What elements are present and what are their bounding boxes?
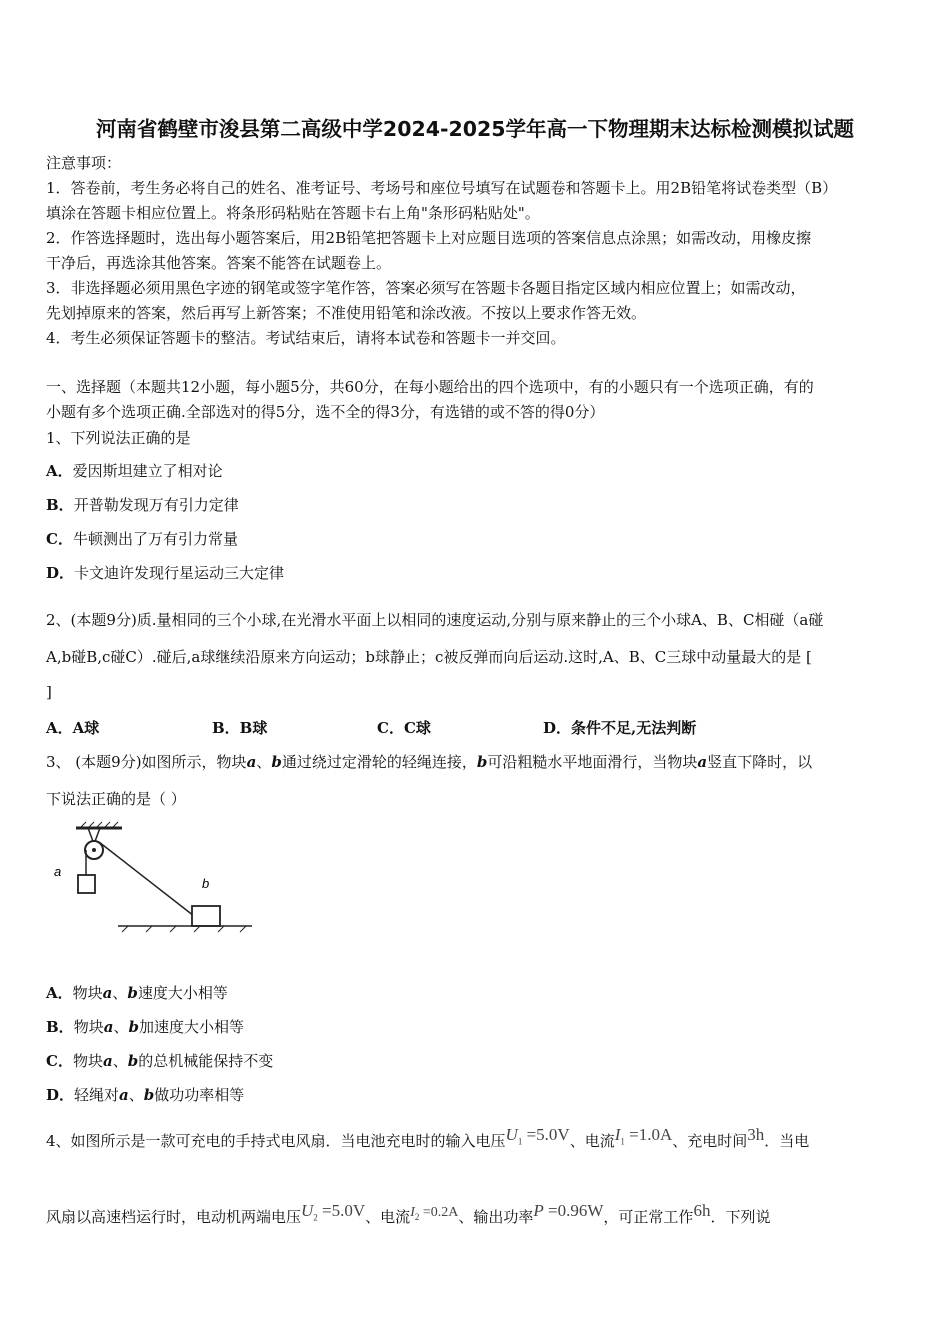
option-key: C．: [46, 1052, 73, 1070]
formula-p: [533, 1201, 603, 1220]
q3-var-a: a: [102, 984, 113, 1002]
question-1-stem: 1、下列说法正确的是: [46, 429, 191, 447]
q3-var-b: b: [143, 1086, 155, 1104]
q3-text: 、: [256, 753, 272, 771]
question-2-option-c: C．C球: [377, 719, 431, 737]
sub: 1: [517, 1136, 523, 1147]
question-3-line: [46, 751, 812, 772]
val: =1.0A: [629, 1125, 673, 1144]
question-2-option-b: B．B球: [212, 719, 268, 737]
q4-text: ，可正常工作: [603, 1208, 694, 1226]
question-2-line: A,b碰B,c碰C）.碰后,a球继续沿原来方向运动；b球静止；c被反弹而向后运动.这时,A、B、C三球中动量最大的是 [: [46, 648, 812, 666]
notice-line: 3．非选择题必须用黑色字迹的钢笔或签字笔作答，答案必须写在答题卡各题目指定区域内相应位置上；如需改动，: [46, 279, 806, 297]
formula-time2: 6h: [693, 1201, 711, 1220]
option-key: B．: [46, 1018, 74, 1036]
notice-line: 填涂在答题卡相应位置上。将条形码粘贴在答题卡右上角"条形码粘贴处"。: [46, 204, 540, 222]
option-text: 开普勒发现万有引力定律: [73, 496, 239, 514]
question-4-line: [46, 1201, 771, 1228]
formula-u1: [505, 1125, 570, 1147]
question-3-option-a: [46, 982, 228, 1003]
val: =5.0V: [322, 1201, 366, 1220]
section-instructions: 一、选择题（本题共12小题，每小题5分，共60分，在每小题给出的四个选项中，有的小题只有一个选项正确，有的: [46, 378, 814, 396]
q4-text: 、输出功率: [458, 1208, 534, 1226]
option-text: 、: [128, 1086, 144, 1104]
q3-var-a: a: [119, 1086, 129, 1104]
notice-line: 干净后，再选涂其他答案。答案不能答在试题卷上。: [46, 254, 392, 272]
q3-var-b: b: [476, 753, 488, 771]
q3-var-a: a: [102, 1052, 113, 1070]
pulley-diagram: [54, 820, 266, 940]
question-3-line: 下说法正确的是（ ）: [46, 790, 186, 808]
q4-text: ．下列说: [710, 1208, 771, 1226]
sym: I: [410, 1205, 415, 1220]
option-text: 加速度大小相等: [138, 1018, 244, 1036]
notice-line: 先划掉原来的答案，然后再写上新答案；不准使用铅笔和涂改液。不按以上要求作答无效。: [46, 304, 647, 322]
question-2-option-a: A．A球: [46, 719, 100, 737]
formula-i1: [614, 1125, 673, 1147]
option-text: 爱因斯坦建立了相对论: [72, 462, 223, 480]
sub: 2: [414, 1211, 420, 1222]
option-text: 、: [112, 1052, 128, 1070]
notice-line: 1．答卷前，考生务必将自己的姓名、准考证号、考场号和座位号填写在试题卷和答题卡上。用2B铅笔将试卷类型（B）: [46, 179, 838, 197]
sym: I: [614, 1125, 621, 1144]
notice-line: 2．作答选择题时，选出每小题答案后，用2B铅笔把答题卡上对应题目选项的答案信息点涂黑；如需改动，用橡皮擦: [46, 229, 812, 247]
label-b: b: [202, 876, 210, 891]
question-3-option-d: [46, 1084, 244, 1105]
q3-text: 可沿粗糙水平地面滑行，当物块: [487, 753, 698, 771]
label-a: a: [54, 864, 62, 879]
option-text: 卡文迪许发现行星运动三大定律: [74, 564, 285, 582]
section-instructions: 小题有多个选项正确.全部选对的得5分，选不全的得3分，有选错的或不答的得0分）: [46, 403, 605, 421]
option-text: 轻绳对: [74, 1086, 120, 1104]
q4-text: 、充电时间: [672, 1132, 748, 1150]
val: =0.96W: [548, 1201, 604, 1220]
val: =5.0V: [526, 1125, 570, 1144]
question-1-option-d: [46, 562, 284, 583]
sym: P: [533, 1201, 544, 1220]
ground-hatch: [122, 926, 246, 932]
q3-var-b: b: [128, 1018, 139, 1036]
option-key: A．: [46, 984, 73, 1002]
question-2-option-d: D．条件不足,无法判断: [543, 719, 697, 737]
q3-text: 3、 (本题9分)如图所示，物块: [46, 753, 247, 771]
question-2-line: 2、(本题9分)质.量相同的三个小球,在光滑水平面上以相同的速度运动,分别与原来静止的三个小球A、B、C相碰（a碰: [46, 611, 824, 629]
block-a: [78, 875, 95, 893]
q4-text: 、电流: [569, 1132, 615, 1150]
option-key: A．: [46, 462, 73, 480]
question-3-option-b: [46, 1016, 244, 1037]
option-key: B．: [46, 496, 74, 514]
option-key: D．: [46, 1086, 75, 1104]
val: =0.2A: [422, 1205, 459, 1220]
question-1-option-a: [46, 460, 223, 481]
notice-line: 4．考生必须保证答题卡的整洁。考试结束后，请将本试卷和答题卡一并交回。: [46, 329, 566, 347]
option-text: 物块: [72, 984, 103, 1002]
option-text: 、: [112, 984, 128, 1002]
option-key: C．: [46, 530, 73, 548]
q3-var-a: a: [697, 753, 708, 771]
option-text: 物块: [72, 1052, 103, 1070]
rope-b: [99, 842, 194, 916]
notice-heading: 注意事项：: [46, 154, 122, 172]
option-text: 速度大小相等: [137, 984, 228, 1002]
sub: 2: [313, 1212, 318, 1223]
option-text: 物块: [73, 1018, 104, 1036]
q3-var-b: b: [127, 984, 138, 1002]
q4-text: 风扇以高速档运行时，电动机两端电压: [46, 1208, 302, 1226]
q3-text: 竖直下降时，以: [707, 753, 813, 771]
question-2-line: ]: [46, 683, 52, 701]
q3-var-a: a: [246, 753, 257, 771]
question-1-option-b: [46, 494, 239, 515]
question-3-option-c: [46, 1050, 273, 1071]
option-text: 的总机械能保持不变: [138, 1052, 274, 1070]
formula-u2: [301, 1201, 366, 1223]
q3-var-a: a: [103, 1018, 114, 1036]
formula-time1: 3h: [747, 1125, 765, 1144]
sub: 1: [620, 1136, 625, 1147]
q3-var-b: b: [271, 753, 282, 771]
block-b: [192, 906, 220, 926]
q3-text: 通过绕过定滑轮的轻绳连接，: [281, 753, 477, 771]
option-text: 、: [113, 1018, 129, 1036]
option-key: D．: [46, 564, 75, 582]
sym: U: [301, 1201, 314, 1220]
question-1-option-c: [46, 528, 238, 549]
sym: U: [505, 1125, 518, 1144]
question-4-line: [46, 1125, 810, 1152]
q4-text: ．当电: [764, 1132, 810, 1150]
page-title: 河南省鹤壁市浚县第二高级中学2024-2025学年高一下物理期末达标检测模拟试题: [95, 117, 855, 141]
option-text: 做功功率相等: [154, 1086, 245, 1104]
formula-i2: [410, 1205, 458, 1220]
q4-text: 4、如图所示是一款可充电的手持式电风扇．当电池充电时的输入电压: [46, 1132, 506, 1150]
q3-var-b: b: [127, 1052, 139, 1070]
option-text: 牛顿测出了万有引力常量: [72, 530, 238, 548]
q4-text: 、电流: [365, 1208, 411, 1226]
